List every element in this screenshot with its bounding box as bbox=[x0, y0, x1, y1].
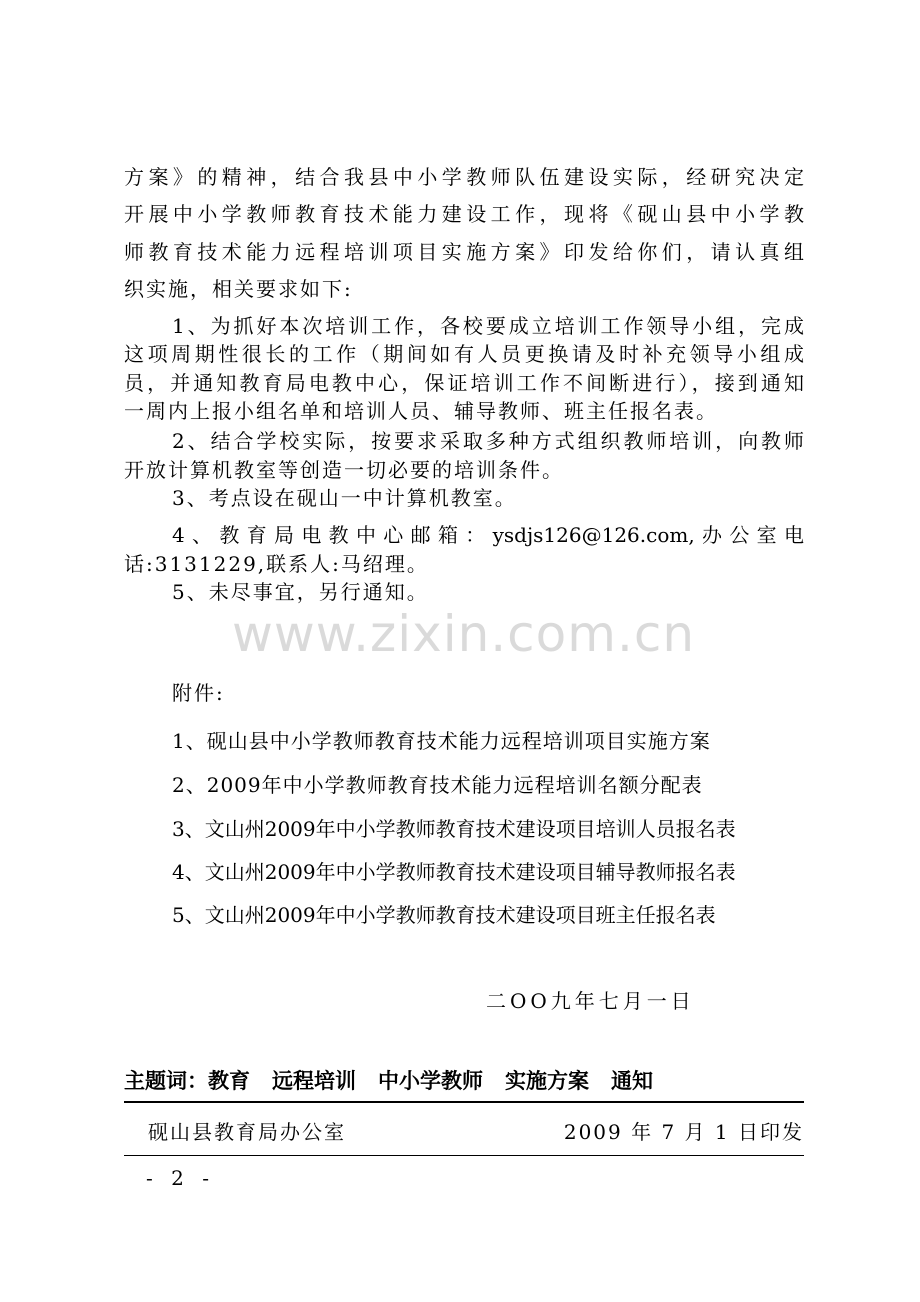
text-line: 方案》的精神，结合我县中小学教师队伍建设实际，经研究决定 bbox=[124, 165, 804, 189]
attachment-item: 5、文山州2009年中小学教师教育技术建设项目班主任报名表 bbox=[172, 903, 716, 927]
text-line: 织实施，相关要求如下: bbox=[124, 277, 353, 301]
issuing-office: 砚山县教育局办公室 bbox=[148, 1120, 346, 1144]
divider bbox=[124, 1101, 804, 1103]
text-line: 开放计算机教室等创造一切必要的培训条件。 bbox=[124, 458, 564, 482]
attachment-item: 4、文山州2009年中小学教师教育技术建设项目辅导教师报名表 bbox=[172, 860, 736, 884]
attachment-item: 1、砚山县中小学教师教育技术能力远程培训项目实施方案 bbox=[172, 729, 711, 753]
text-line: 2、结合学校实际，按要求采取多种方式组织教师培训，向教师 bbox=[172, 429, 804, 453]
page-number: - 2 - bbox=[146, 1166, 215, 1190]
divider bbox=[124, 1155, 804, 1156]
text-line: 师教育技术能力远程培训项目实施方案》印发给你们，请认真组 bbox=[124, 240, 804, 264]
text-line: 1、为抓好本次培训工作，各校要成立培训工作领导小组，完成 bbox=[172, 314, 804, 338]
keyword: 实施方案 bbox=[505, 1069, 589, 1093]
text-line: 4、教育局电教中心邮箱：ysdjs126@126.com,办公室电 bbox=[172, 523, 804, 547]
keyword: 通知 bbox=[611, 1069, 653, 1093]
keyword: 中小学教师 bbox=[378, 1069, 483, 1093]
text-line: 员，并通知教育局电教中心，保证培训工作不间断进行），接到通知 bbox=[124, 371, 804, 395]
text-line: 话:3131229,联系人:马绍理。 bbox=[124, 552, 429, 576]
issue-date: 二OO九年七月一日 bbox=[486, 989, 695, 1013]
requirement-item-5: 5、未尽事宜，另行通知。 bbox=[172, 580, 429, 604]
print-date: 2009 年 7 月 1 日印发 bbox=[563, 1120, 804, 1144]
text-line: 这项周期性很长的工作（期间如有人员更换请及时补充领导小组成 bbox=[124, 342, 804, 366]
attachments-heading: 附件: bbox=[172, 681, 225, 705]
keyword: 教育 bbox=[208, 1069, 250, 1093]
attachment-item: 3、文山州2009年中小学教师教育技术建设项目培训人员报名表 bbox=[172, 817, 736, 841]
keyword: 远程培训 bbox=[272, 1069, 356, 1093]
text-line: 开展中小学教师教育技术能力建设工作，现将《砚山县中小学教 bbox=[124, 202, 804, 226]
text-line: 一周内上报小组名单和培训人员、辅导教师、班主任报名表。 bbox=[124, 399, 718, 423]
requirement-item-3: 3、考点设在砚山一中计算机教室。 bbox=[172, 486, 517, 510]
keywords-label: 主题词： bbox=[124, 1069, 208, 1093]
subject-keywords bbox=[124, 1066, 653, 1096]
watermark: www.zixin.com.cn bbox=[232, 605, 696, 663]
attachment-item: 2、2009年中小学教师教育技术能力远程培训名额分配表 bbox=[172, 773, 703, 797]
